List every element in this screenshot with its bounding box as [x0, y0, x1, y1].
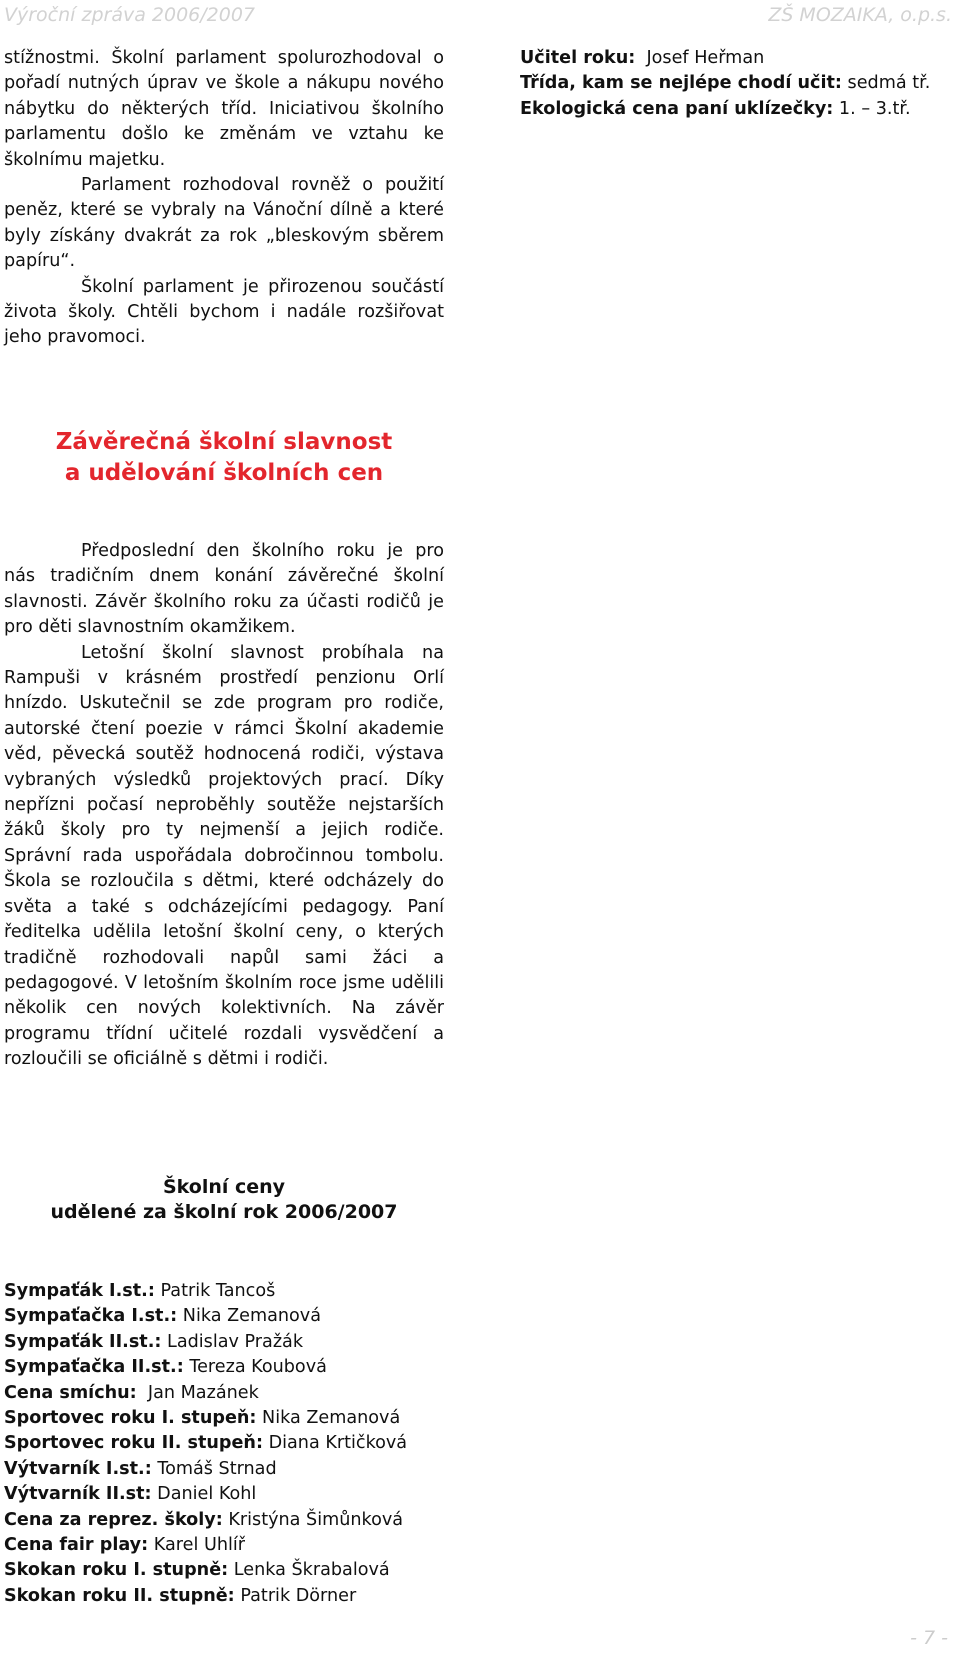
parliament-text [4, 46, 444, 351]
award-winner: Kristýna Šimůnková [222, 1509, 404, 1530]
award-row [4, 1508, 524, 1533]
award-label: Sympaťák II.st.: [4, 1331, 162, 1352]
award-row [4, 1533, 524, 1558]
award-row [4, 1279, 524, 1304]
info-value: Josef Heřman [635, 48, 765, 68]
award-winner: Tomáš Strnad [151, 1458, 277, 1479]
teacher-awards-block [520, 46, 960, 122]
award-label: Sympaťačka II.st.: [4, 1357, 184, 1378]
award-row [4, 1457, 524, 1482]
award-winner: Jan Mazánek [136, 1382, 259, 1403]
paragraph: Letošní školní slavnost probíhala na Rampuši v krásném prostředí penzionu Orlí hnízdo. Uskutečnil se zde program pro rodiče, autorské čtení poezie v rámci Školní akademie věd, pěvecká soutěž hodnocená rodiči, výstava vybraných výsledků projektových prací. Díky nepřízni počasí neproběhly soutěže nejstarších žáků školy pro ty nejmenší a jejich rodiče. Správní rada uspořádala dobročinnou tombolu. Škola se rozloučila s dětmi, které odcházely do světa a také s odcházejícími pedagogy. Paní ředitelka udělila letošní školní ceny, o kterých tradičně rozhodovali napůl sami žáci a pedagogové. V letošním školním roce jsme udělili několik cen nových kolektivních. Na závěr programu třídní učitelé rozdali vysvědčení a rozloučili se oficiálně s dětmi i rodiči. [4, 642, 444, 1070]
header-organization: ZŠ MOZAIKA, o.p.s. [768, 4, 952, 26]
award-label: Výtvarník II.st: [4, 1484, 152, 1505]
award-label: Skokan roku I. stupně: [4, 1560, 229, 1581]
award-winner: Ladislav Pražák [161, 1331, 304, 1352]
award-row [4, 1431, 524, 1456]
heading-line: Závěrečná školní slavnost [55, 429, 393, 455]
awards-list [4, 1279, 524, 1609]
award-winner: Diana Krtičková [263, 1433, 408, 1454]
award-row [4, 1355, 524, 1380]
paragraph: Parlament rozhodoval rovněž o použití peněz, které se vybraly na Vánoční dílně a které byly získány dvakrát za rok „bleskovým sběrem papíru“. [4, 175, 444, 272]
info-value: sedmá tř. [841, 73, 931, 94]
award-winner: Tereza Koubová [183, 1357, 327, 1378]
award-row [4, 1330, 524, 1355]
award-row [4, 1304, 524, 1329]
info-label: Učitel roku: [520, 48, 636, 68]
award-label: Sportovec roku I. stupeň: [4, 1408, 257, 1429]
award-winner: Nika Zemanová [256, 1408, 401, 1429]
award-label: Skokan roku II. stupně: [4, 1585, 235, 1606]
award-winner: Patrik Dörner [234, 1585, 357, 1606]
award-label: Sympaťák I.st.: [4, 1281, 155, 1301]
award-label: Cena fair play: [4, 1535, 149, 1556]
heading-line: a udělování školních cen [64, 460, 384, 486]
award-label: Sportovec roku II. stupeň: [4, 1433, 263, 1454]
award-winner: Patrik Tancoš [154, 1281, 276, 1301]
paragraph: Školní parlament je přirozenou součástí života školy. Chtěli bychom i nadále rozšiřovat jeho pravomoci. [4, 276, 444, 348]
award-label: Sympaťačka I.st.: [4, 1306, 178, 1327]
award-label: Cena za reprez. školy: [4, 1509, 223, 1530]
award-label: Výtvarník I.st.: [4, 1458, 152, 1479]
page-number: - 7 - [910, 1627, 948, 1649]
award-winner: Lenka Škrabalová [228, 1560, 390, 1581]
header-title: Výroční zpráva 2006/2007 [4, 4, 256, 26]
paragraph: stížnostmi. Školní parlament spolurozhodoval o pořadí nutných úprav ve škole a nákupu nového nábytku do některých tříd. Iniciativou školního parlamentu došlo ke změnám ve vztahu ke školnímu majetku. [4, 48, 444, 170]
heading-line: Školní ceny [162, 1176, 286, 1198]
info-value: 1. – 3.tř. [833, 98, 911, 119]
award-row [4, 1381, 524, 1406]
award-winner: Nika Zemanová [177, 1306, 321, 1327]
award-winner: Daniel Kohl [151, 1484, 257, 1505]
section-heading-ceremony [4, 427, 444, 489]
paragraph: Předposlední den školního roku je pro nás tradičním dnem konání závěrečné školní slavnosti. Závěr školního roku za účasti rodičů je pro děti slavnostním okamžikem. [4, 541, 444, 638]
award-row [4, 1406, 524, 1431]
info-label: Třída, kam se nejlépe chodí učit: [520, 73, 842, 94]
section-heading-awards [4, 1175, 444, 1225]
award-row [4, 1558, 524, 1583]
ceremony-text [4, 539, 444, 1073]
info-row [520, 46, 960, 71]
info-label: Ekologická cena paní uklízečky: [520, 98, 834, 119]
info-row [520, 71, 960, 96]
heading-line: udělené za školní rok 2006/2007 [50, 1201, 398, 1223]
award-row [4, 1584, 524, 1609]
info-row [520, 97, 960, 122]
award-winner: Karel Uhlíř [148, 1535, 245, 1556]
award-row [4, 1482, 524, 1507]
award-label: Cena smíchu: [4, 1382, 137, 1403]
